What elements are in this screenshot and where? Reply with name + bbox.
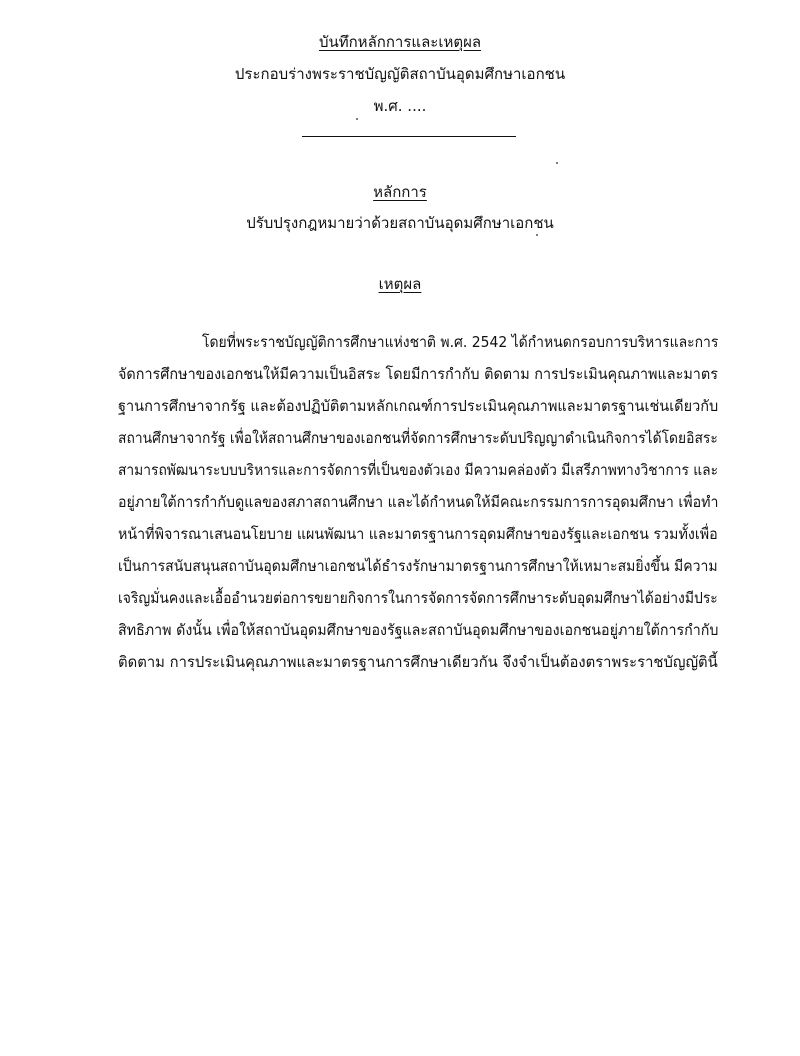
paragraph-line: ฐานการศึกษาจากรัฐ และต้องปฏิบัติตามหลักเกณฑ์การประเมินคุณภาพและมาตรฐานเช่นเดียวกับ — [118, 397, 719, 415]
principle-text: ปรับปรุงกฎหมายว่าด้วยสถาบันอุดมศึกษาเอกชน — [246, 214, 554, 232]
paragraph-line: เป็นการสนับสนุนสถาบันอุดมศึกษาเอกชนได้ธำรงรักษามาตรฐานการศึกษาให้เหมาะสมยิ่งขึ้น มีความ — [118, 557, 718, 575]
paragraph-line: หน้าที่พิจารณาเสนอนโยบาย แผนพัฒนา และมาตรฐานการอุดมศึกษาของรัฐและเอกชน รวมทั้งเพื่อ — [118, 525, 718, 543]
header-divider — [302, 136, 516, 137]
paragraph-line: สถานศึกษาจากรัฐ เพื่อให้สถานศึกษาของเอกชนที่จัดการศึกษาระดับปริญญาดำเนินกิจการได้โดยอิสระ — [118, 429, 718, 447]
paragraph-line: อยู่ภายใต้การกำกับดูแลของสภาสถานศึกษา และได้กำหนดให้มีคณะกรรมการการอุดมศึกษา เพื่อทำ — [118, 493, 719, 511]
reasons-heading: เหตุผล — [378, 275, 422, 293]
paragraph-line: ติดตาม การประเมินคุณภาพและมาตรฐานการศึกษาเดียวกัน จึงจำเป็นต้องตราพระราชบัญญัตินี้ — [118, 653, 718, 671]
paragraph-line: จัดการศึกษาของเอกชนให้มีความเป็นอิสระ โดยมีการกำกับ ติดตาม การประเมินคุณภาพและมาตร — [118, 365, 718, 383]
principle-heading: หลักการ — [373, 183, 427, 201]
scan-speck — [356, 118, 358, 120]
paragraph-line: โดยที่พระราชบัญญัติการศึกษาแห่งชาติ พ.ศ. 2542 ได้กำหนดกรอบการบริหารและการ — [202, 333, 719, 351]
document-year: พ.ศ. .... — [373, 97, 427, 115]
document-subtitle: ประกอบร่างพระราชบัญญัติสถาบันอุดมศึกษาเอกชน — [234, 65, 566, 83]
scan-speck — [556, 162, 558, 164]
paragraph-line: สามารถพัฒนาระบบบริหารและการจัดการที่เป็นของตัวเอง มีความคล่องตัว มีเสรีภาพทางวิชาการ และ — [118, 461, 719, 479]
paragraph-line: เจริญมั่นคงและเอื้ออำนวยต่อการขยายกิจการในการจัดการจัดการศึกษาระดับอุดมศึกษาได้อย่างมีประ — [118, 589, 718, 607]
document-title: บันทึกหลักการและเหตุผล — [318, 33, 482, 51]
scan-speck — [536, 234, 538, 236]
paragraph-line: สิทธิภาพ ดังนั้น เพื่อให้สถาบันอุดมศึกษาของรัฐและสถาบันอุดมศึกษาของเอกชนอยู่ภายใต้การกำกับ — [118, 621, 719, 639]
